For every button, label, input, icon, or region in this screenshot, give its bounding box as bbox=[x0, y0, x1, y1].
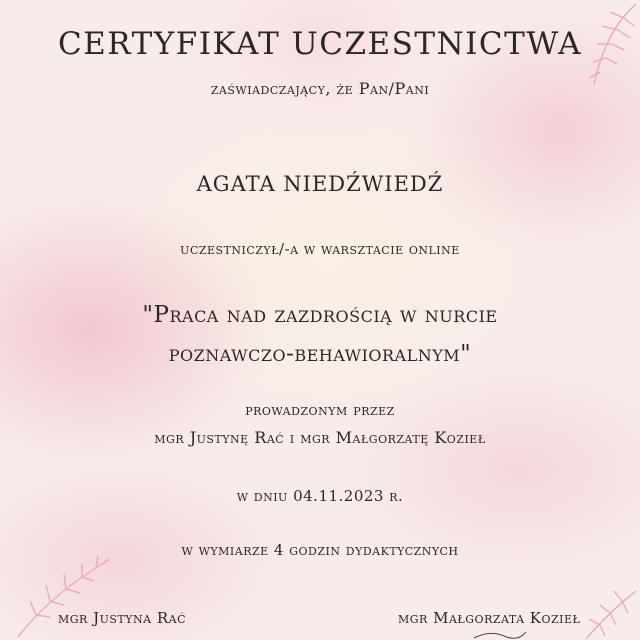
workshop-title-line2: poznawczo-behawioralnym" bbox=[168, 341, 472, 367]
workshop-hours: w wymiarze 4 godzin dydaktycznych bbox=[181, 541, 459, 559]
certificate-title: CERTYFIKAT UCZESTNICTWA bbox=[57, 26, 583, 62]
leaders-names: mgr Justynę Rać i mgr Małgorzatę Kozieł bbox=[154, 428, 486, 447]
signature-left-name: mgr Justyna Rać bbox=[58, 609, 187, 627]
certificate-subtitle: zaświadczający, że Pan/Pani bbox=[210, 79, 430, 98]
signature-right-name: mgr Małgorzata Kozieł bbox=[398, 609, 581, 627]
workshop-date: w dniu 04.11.2023 r. bbox=[236, 487, 404, 505]
workshop-title-line1: "Praca nad zazdrością w nurcie bbox=[142, 302, 498, 328]
signature-stroke-icon bbox=[470, 628, 530, 640]
led-by-text: prowadzonym przez bbox=[245, 400, 395, 419]
participant-name: AGATA NIEDŹWIEDŹ bbox=[196, 172, 444, 196]
participation-text: uczestniczył/-a w warsztacie online bbox=[180, 240, 460, 258]
